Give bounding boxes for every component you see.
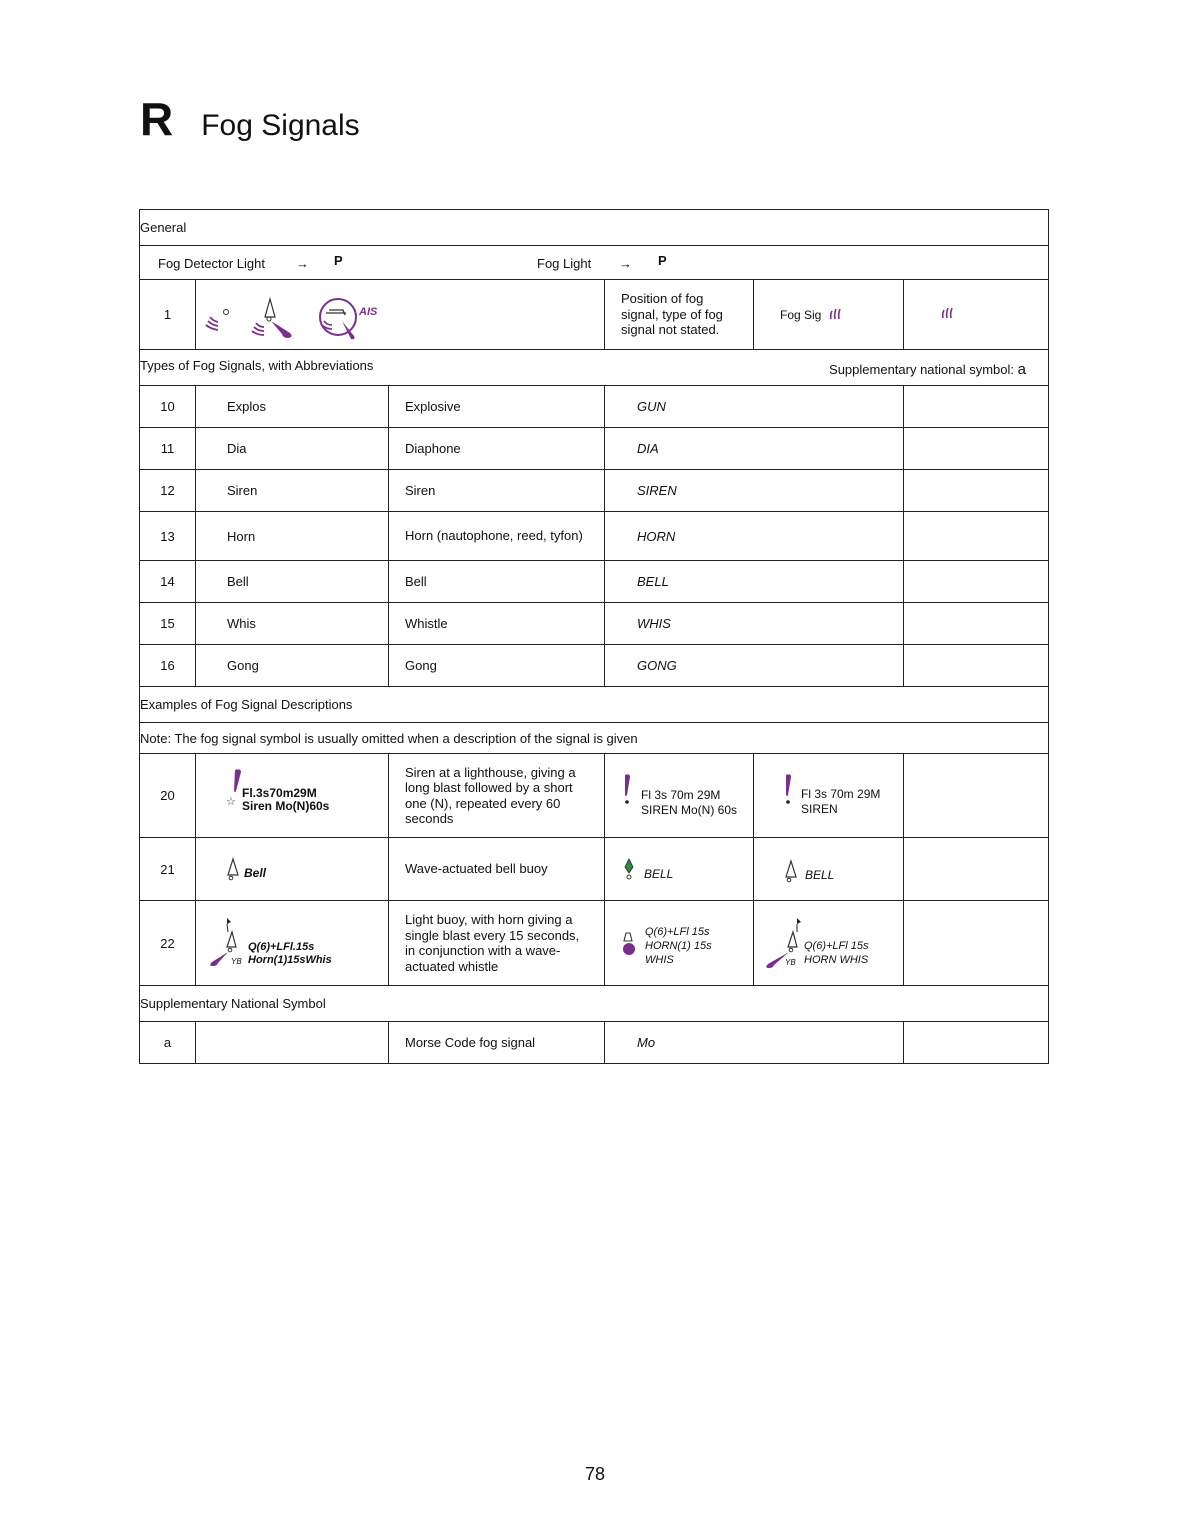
int-abbreviation: BELL [605, 561, 904, 603]
arrow-icon: → [619, 256, 632, 271]
int-symbol-cell [754, 838, 904, 901]
description-cell: Gong [389, 645, 605, 687]
abbreviation-cell: Siren [196, 470, 389, 512]
int-label-line2: SIREN [801, 801, 838, 816]
bell-buoy-icon [784, 859, 804, 885]
empty-cell [904, 754, 1049, 838]
empty-cell [904, 470, 1049, 512]
row-number: 13 [140, 512, 196, 561]
empty-cell [904, 561, 1049, 603]
description-cell: Whistle [389, 603, 605, 645]
row-number: 11 [140, 428, 196, 470]
row-number: 21 [140, 838, 196, 901]
bell-buoy-icon [226, 857, 246, 883]
supplementary-note [829, 361, 1048, 378]
table-row [140, 838, 1049, 901]
section-types-header [140, 350, 1049, 386]
table-row [140, 1022, 1049, 1064]
int-label-line1: Q(6)+LFl 15s [804, 939, 869, 952]
section-heading: Supplementary National Symbol [140, 986, 1049, 1022]
description-cell: Explosive [389, 386, 605, 428]
empty-cell [904, 645, 1049, 687]
int-symbol-cell [605, 838, 754, 901]
page-title [140, 92, 360, 152]
empty-cell [904, 512, 1049, 561]
int-symbol-cell [605, 754, 754, 838]
green-buoy-icon [623, 858, 637, 882]
page-number: 78 [584, 1464, 606, 1484]
empty-cell [904, 386, 1049, 428]
section-title: Fog Signals [201, 109, 360, 142]
section-letter: R [140, 93, 174, 145]
description-cell: Light buoy, with horn giving a single blast every 15 seconds, in conjunction with a wave-actuated whistle [389, 901, 605, 986]
chart-label-line1: Q(6)+LFl.15s [248, 940, 315, 953]
fog-light-label: Fog Light [537, 256, 592, 271]
lighthouse-flare-icon [621, 773, 635, 813]
lighthouse-flare-icon [782, 773, 796, 813]
description-cell: Position of fog signal, type of fog signal not stated. [605, 280, 754, 350]
int-label-line1: Fl 3s 70m 29M [801, 786, 881, 801]
chart-label-line2: Siren Mo(N)60s [242, 798, 330, 813]
fog-signal-waves-icon [827, 307, 843, 323]
table-row [140, 428, 1049, 470]
int-abbreviation: HORN [605, 512, 904, 561]
types-rows [140, 386, 1049, 687]
ais-label: AIS [359, 305, 378, 318]
section-general-header [140, 210, 1049, 246]
table-row [140, 280, 1049, 350]
description-cell: Bell [389, 561, 605, 603]
table-row [140, 603, 1049, 645]
description-cell: Horn (nautophone, reed, tyfon) [389, 512, 605, 561]
description-cell: Siren at a lighthouse, giving a long blast followed by a short one (N), repeated every 60 seconds [389, 754, 605, 838]
int-symbol-cell [754, 901, 904, 986]
abbreviation-cell: Whis [196, 603, 389, 645]
table-row [140, 754, 1049, 838]
row-number: 16 [140, 645, 196, 687]
table-row [140, 470, 1049, 512]
yb-label: YB [231, 956, 242, 966]
int-label-line3: WHIS [645, 953, 674, 966]
light-buoy-icon [621, 930, 639, 960]
table-row [140, 386, 1049, 428]
empty-cell [904, 901, 1049, 986]
horn-buoy-icon [764, 916, 804, 976]
arrow-icon: → [296, 256, 309, 271]
empty-cell [904, 603, 1049, 645]
fog-light-ref[interactable]: P [658, 253, 667, 268]
chart-label-line2: Horn(1)15sWhis [248, 953, 332, 966]
abbreviation-cell: Horn [196, 512, 389, 561]
int-symbol-cell [754, 280, 904, 350]
supplementary-symbol: a [1017, 360, 1026, 378]
description-cell: Siren [389, 470, 605, 512]
empty-cell [904, 838, 1049, 901]
empty-cell [904, 428, 1049, 470]
section-supplementary-header [140, 986, 1049, 1022]
abbreviation-cell: Bell [196, 561, 389, 603]
general-cross-references [140, 246, 1049, 280]
row-number: a [140, 1022, 196, 1064]
note-row [140, 723, 1049, 754]
section-heading: General [140, 210, 1049, 246]
int-symbol-cell [754, 754, 904, 838]
int-abbreviation: GUN [605, 386, 904, 428]
fog-detector-light-ref[interactable]: P [334, 253, 343, 268]
fog-sig-label: Fog Sig [780, 307, 822, 322]
chart-label-line1: Fl.3s70m29M [242, 785, 317, 800]
int-label-line1: Fl 3s 70m 29M [641, 787, 721, 802]
svg-text:☆: ☆ [226, 795, 236, 808]
fog-signal-symbols-cell [196, 280, 605, 350]
note-text: Note: The fog signal symbol is usually omitted when a description of the signal is given [140, 723, 1049, 754]
description-cell: Wave-actuated bell buoy [389, 838, 605, 901]
row-number: 1 [140, 280, 196, 350]
row-number: 20 [140, 754, 196, 838]
row-number: 14 [140, 561, 196, 603]
int-abbreviation: GONG [605, 645, 904, 687]
row-number: 10 [140, 386, 196, 428]
int-label-line2: HORN(1) 15s [645, 939, 712, 952]
yb-label: YB [785, 957, 796, 967]
int-label-line2: SIREN Mo(N) 60s [641, 802, 738, 817]
abbreviation-cell: Explos [196, 386, 389, 428]
horn-buoy-icon [208, 916, 248, 976]
supplementary-label: Supplementary national symbol: [829, 361, 1015, 377]
int-abbreviation: DIA [605, 428, 904, 470]
int-label-line2: HORN WHIS [804, 953, 869, 966]
int-symbol-cell [904, 280, 1049, 350]
fog-signals-table [139, 209, 1049, 1064]
section-heading: Types of Fog Signals, with Abbreviations [140, 357, 374, 373]
chart-symbol-cell [196, 901, 389, 986]
int-symbol-cell [605, 901, 754, 986]
table-row [140, 512, 1049, 561]
section-examples-header [140, 687, 1049, 723]
row-number: 22 [140, 901, 196, 986]
description-cell: Diaphone [389, 428, 605, 470]
int-label: BELL [644, 866, 674, 881]
abbreviation-cell: Dia [196, 428, 389, 470]
abbreviation-cell: Gong [196, 645, 389, 687]
table-row [140, 561, 1049, 603]
description-cell: Morse Code fog signal [389, 1022, 605, 1064]
row-number: 12 [140, 470, 196, 512]
int-label: BELL [805, 867, 835, 882]
chart-symbol-cell [196, 754, 389, 838]
empty-cell [196, 1022, 389, 1064]
int-abbreviation: SIREN [605, 470, 904, 512]
int-label-line1: Q(6)+LFl 15s [645, 925, 710, 938]
fog-signal-symbol-icon [196, 281, 445, 349]
section-heading: Examples of Fog Signal Descriptions [140, 687, 1049, 723]
table-row [140, 901, 1049, 986]
int-abbreviation: WHIS [605, 603, 904, 645]
chart-label: Bell [244, 865, 267, 880]
fog-detector-light-label: Fog Detector Light [158, 256, 265, 271]
row-number: 15 [140, 603, 196, 645]
table-row [140, 645, 1049, 687]
fog-signal-waves-icon [940, 305, 956, 321]
chart-symbol-cell [196, 838, 389, 901]
empty-cell [904, 1022, 1049, 1064]
int-abbreviation: Mo [605, 1022, 904, 1064]
